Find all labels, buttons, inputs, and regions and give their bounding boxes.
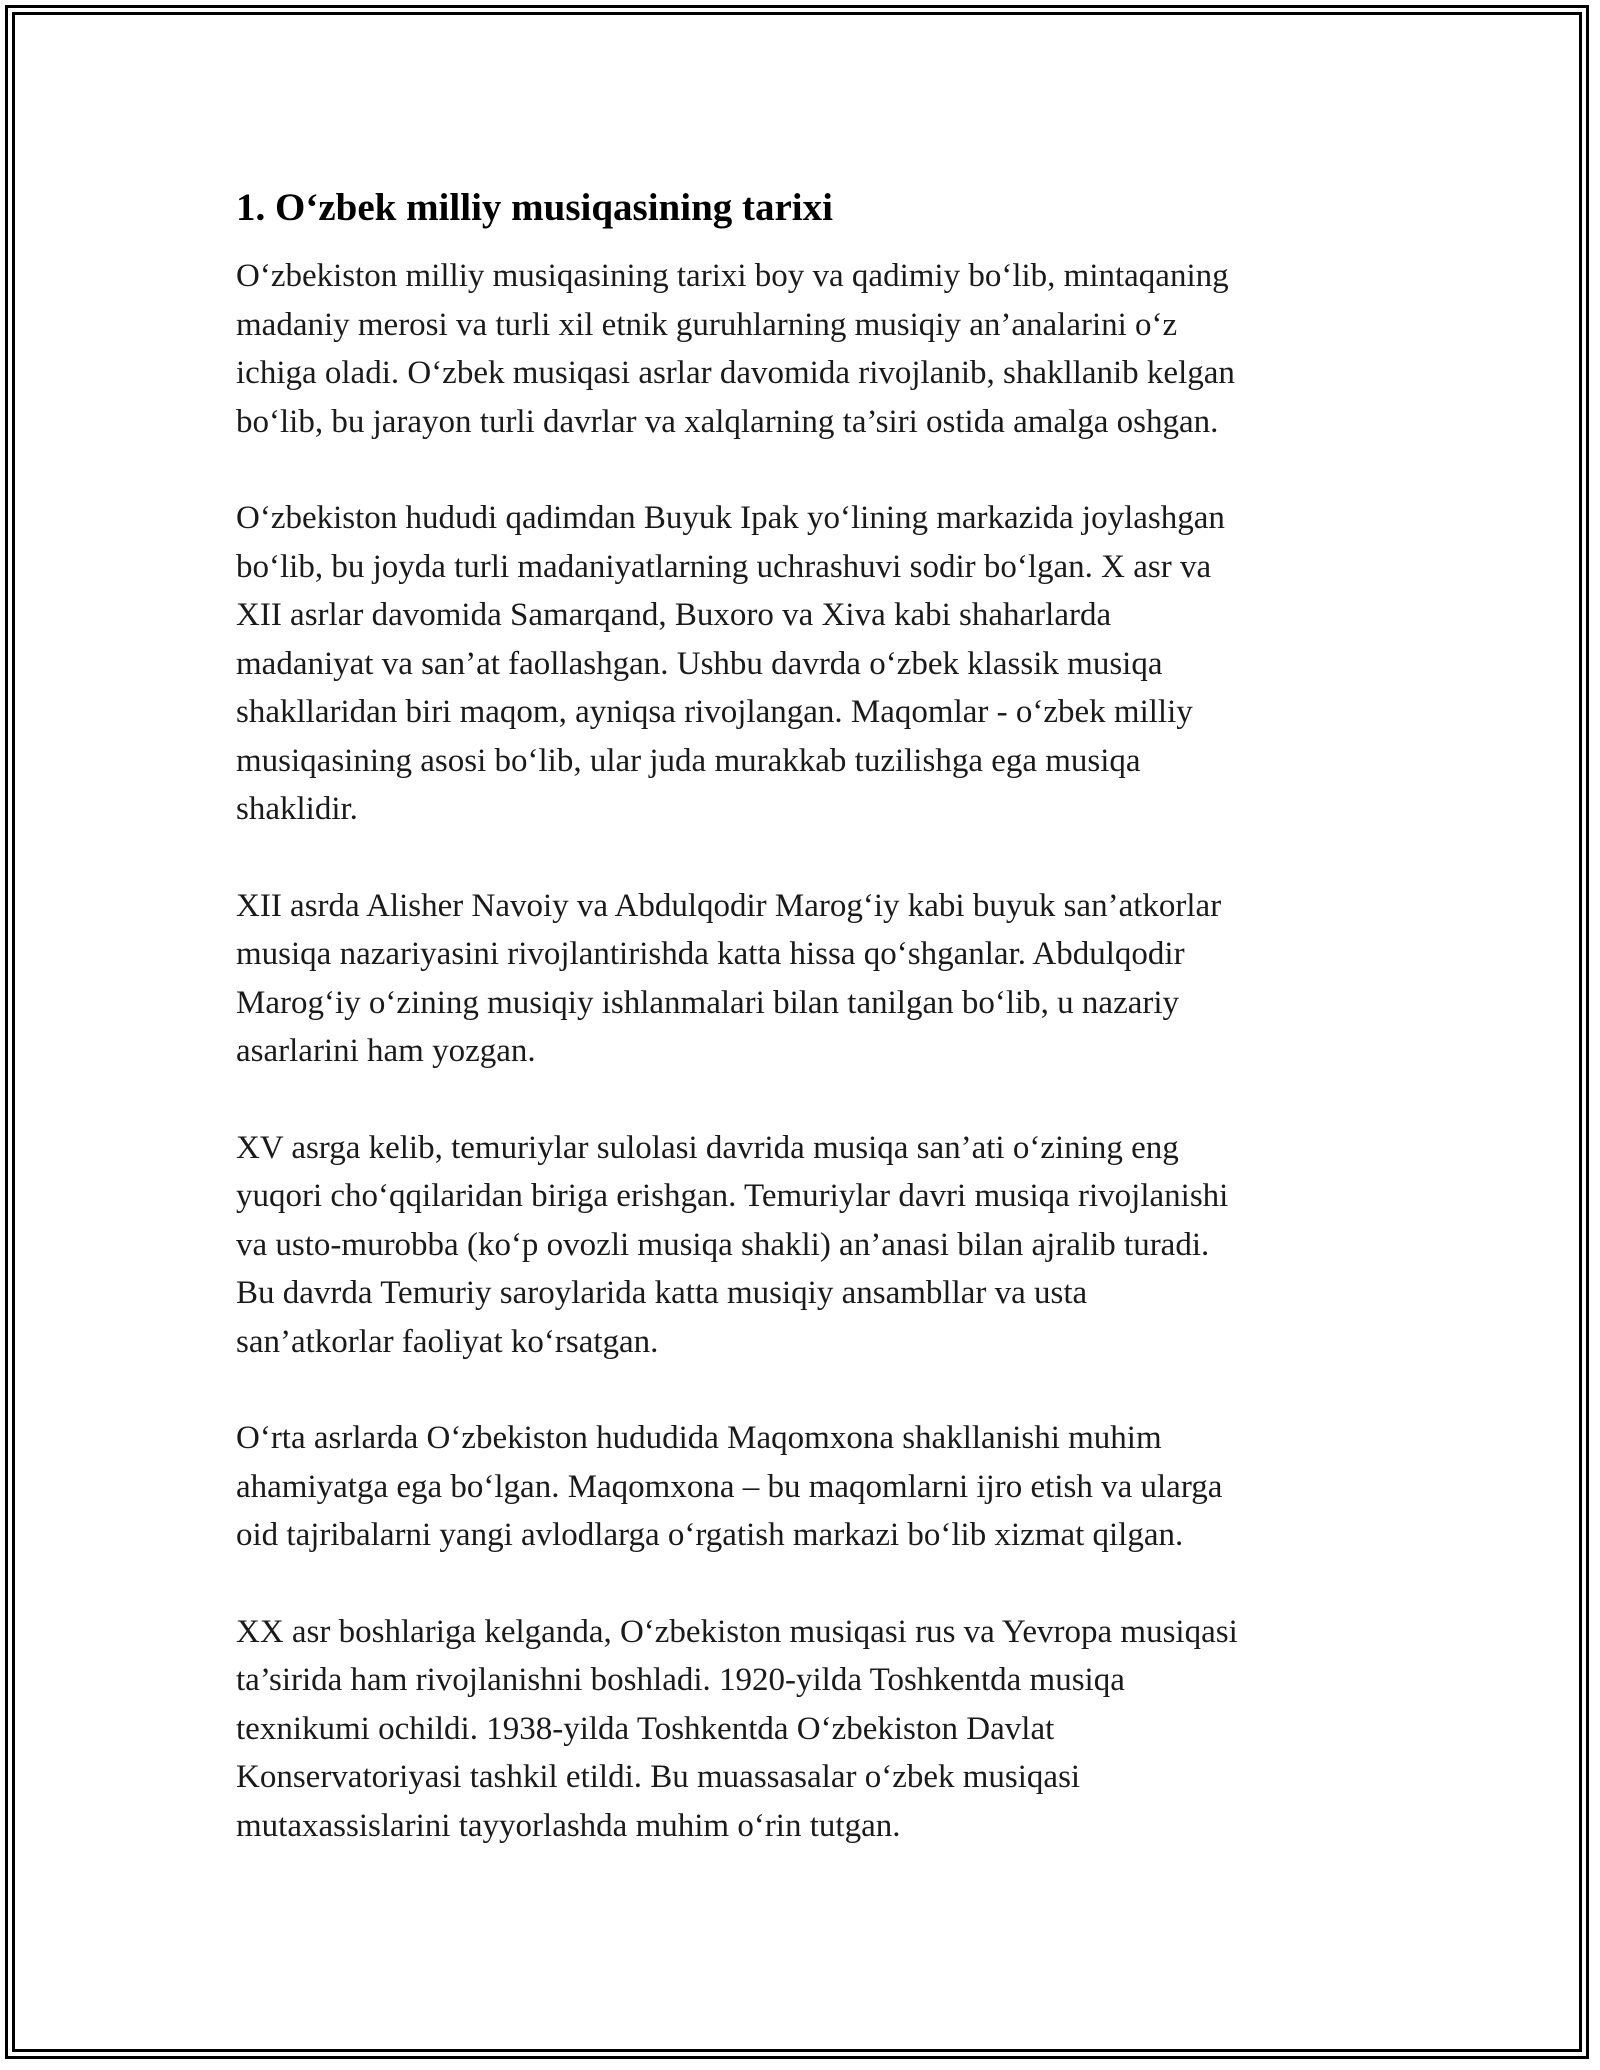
text-line: mutaxassislarini tayyorlashda muhim o‘rin tutgan. <box>236 1807 901 1844</box>
text-line: bo‘lib, bu joyda turli madaniyatlarning uchrashuvi sodir bo‘lgan. X asr va <box>236 548 1212 585</box>
paragraph-2 <box>236 494 1366 834</box>
text-line: XII asrda Alisher Navoiy va Abdulqodir Marog‘iy kabi buyuk san’atkorlar <box>236 887 1222 924</box>
paragraph-1 <box>236 252 1366 446</box>
text-line: XII asrlar davomida Samarqand, Buxoro va Xiva kabi shaharlarda <box>236 597 1112 633</box>
text-line: ta’sirida ham rivojlanishni boshladi. 1920-yilda Toshkentda musiqa <box>236 1662 1125 1698</box>
text-line: musiqa nazariyasini rivojlantirishda katta hissa qo‘shganlar. Abdulqodir <box>236 936 1185 972</box>
section-heading: 1. O‘zbek milliy musiqasining tarixi <box>236 186 833 229</box>
text-line: ichiga oladi. O‘zbek musiqasi asrlar davomida rivojlanib, shakllanib kelgan <box>236 355 1235 391</box>
text-line: va usto-murobba (ko‘p ovozli musiqa shakli) an’anasi bilan ajralib turadi. <box>236 1226 1210 1263</box>
text-line: Bu davrda Temuriy saroylarida katta musiqiy ansambllar va usta <box>236 1275 1088 1311</box>
text-line: Marog‘iy o‘zining musiqiy ishlanmalari bilan tanilgan bo‘lib, u nazariy <box>236 984 1180 1021</box>
text-line: san’atkorlar faoliyat ko‘rsatgan. <box>236 1323 659 1360</box>
paragraph-5 <box>236 1414 1366 1560</box>
text-line: XV asrga kelib, temuriylar sulolasi davrida musiqa san’ati o‘zining eng <box>236 1129 1179 1166</box>
text-line: texnikumi ochildi. 1938-yilda Toshkentda O‘zbekiston Davlat <box>236 1710 1055 1747</box>
paragraph-3 <box>236 882 1366 1076</box>
text-line: madaniyat va san’at faollashgan. Ushbu davrda o‘zbek klassik musiqa <box>236 645 1163 682</box>
text-line: oid tajribalarni yangi avlodlarga o‘rgatish markazi bo‘lib xizmat qilgan. <box>236 1517 1184 1553</box>
text-line: madaniy merosi va turli xil etnik guruhlarning musiqiy an’analarini o‘z <box>236 306 1178 343</box>
text-line: yuqori cho‘qqilaridan biriga erishgan. Temuriylar davri musiqa rivojlanishi <box>236 1178 1229 1214</box>
text-line: Konservatoriyasi tashkil etildi. Bu muassasalar o‘zbek musiqasi <box>236 1759 1081 1795</box>
document-body <box>236 184 1366 1898</box>
text-line: O‘zbekiston milliy musiqasining tarixi boy va qadimiy bo‘lib, mintaqaning <box>236 258 1229 294</box>
paragraph-6 <box>236 1608 1366 1851</box>
text-line: O‘zbekiston hududi qadimdan Buyuk Ipak yo‘lining markazida joylashgan <box>236 500 1225 536</box>
text-line: ahamiyatga ega bo‘lgan. Maqomxona – bu maqomlarni ijro etish va ularga <box>236 1468 1223 1505</box>
text-line: bo‘lib, bu jarayon turli davrlar va xalqlarning ta’siri ostida amalga oshgan. <box>236 403 1219 440</box>
text-line: musiqasining asosi bo‘lib, ular juda murakkab tuzilishga ega musiqa <box>236 742 1141 779</box>
text-line: shaklidir. <box>236 791 358 827</box>
text-line: XX asr boshlariga kelganda, O‘zbekiston musiqasi rus va Yevropa musiqasi <box>236 1613 1238 1650</box>
text-line: O‘rta asrlarda O‘zbekiston hududida Maqomxona shakllanishi muhim <box>236 1420 1162 1456</box>
text-line: asarlarini ham yozgan. <box>236 1033 536 1069</box>
paragraph-4 <box>236 1124 1366 1367</box>
text-line: shakllaridan biri maqom, ayniqsa rivojlangan. Maqomlar - o‘zbek milliy <box>236 694 1193 730</box>
